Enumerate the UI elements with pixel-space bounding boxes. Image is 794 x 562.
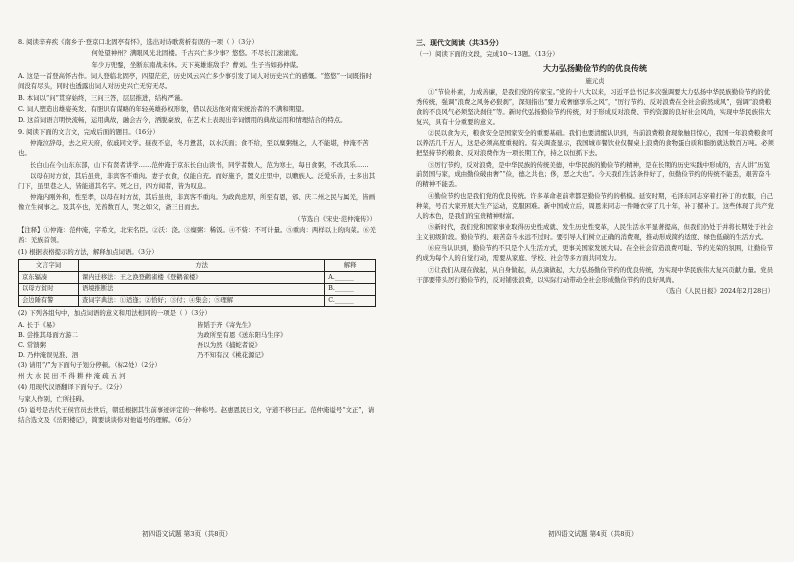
option-b: B. 本词以“问”贯穿始终，三问三答，层层推进，结构严谨。 <box>18 93 187 102</box>
table-cell: 课内迁移法：王之涣登鹳雀楼《登鹳雀楼》 <box>78 272 324 284</box>
right-column <box>416 38 774 299</box>
table-row <box>19 272 376 284</box>
sub-question-4-sentence: 与家人作别，亡所挂碍。 <box>18 394 89 403</box>
option-item: B. 尝推其母面方游二 <box>18 330 78 339</box>
option-item: 皆韬于齐《寄先生》 <box>197 320 255 329</box>
table-header-row <box>19 260 376 272</box>
footer-page-4: 初四语文试题 第4页（共8页） <box>548 530 638 538</box>
poem-line-1: 何处望神州？满眼风光北固楼。千古兴亡多少事？悠悠。不尽长江滚滚流。 <box>91 49 303 58</box>
question-9: 9. 阅读下面的文言文，完成后面的题目。（16分） <box>18 127 159 136</box>
sub-question-2-options <box>18 321 376 361</box>
article-para: ①“节俭朴素，力成善廉，是我们党的传家宝。”党的十八大以来，习近平总书记多次强调要大力弘扬中华民族勤俭节约的优秀传统，强调“浪费之风务必狠刹”，深刻指出“要力戒奢靡享乐之风”，“厉行节约、反对浪费在全社会蔚然成风”，强调“浪费粮食的不良风气必须坚决刹住”等。新时代弘扬勤俭节约传统，对于形成反对浪费、节约资源的良好社会风尚，实现中华民族伟大复兴，具有十分重要的意义。 <box>416 88 772 126</box>
article-source: （选自《人民日报》2024年2月28日） <box>662 287 774 296</box>
sub-question-1: (1) 根据表格提示的方法，解释加点词语。（3分） <box>18 247 158 256</box>
passage-citation: （节选自《宋史·范仲淹传》） <box>294 214 376 223</box>
article-para: ③厉行节约，反对浪费，是中华民族的传统美德，中华民族的勤俭节约精神，是在长期的历史实践中形成的，古人讲“历览前贤国与家，成由勤俭破由奢”“俭，德之共也；侈，恶之大也”。今天我们生活条件好了，但勤俭节约的传统不能丢，艰苦奋斗的精神不能丢。 <box>416 160 771 189</box>
passage-para-2: 长白山在今山东东部，山下有贤者讲学……范仲淹于京东长白山读书，同学者数人，范为寒士，每日食粥，不改其乐…… <box>30 160 369 169</box>
article-author: 施元贞 <box>585 76 605 85</box>
sub-question-5: (5) 谥号是古代王侯官员去世后，朝廷根据其生前事迹评定的一种称号。赵惠恩民日文，守道不移曰正。范仲淹谥号“文正”，请结合选文及《岳阳楼记》，简要谈谈你对他谥号的理解。（6分） <box>18 406 375 425</box>
sub-question-4: (4) 用现代汉语翻译下面句子。（2分） <box>18 383 126 392</box>
table-row <box>19 283 376 295</box>
table-cell: 京东辐凑 <box>19 272 79 284</box>
passage-para-4: 仲淹内刚外和，性至孝，以母在时方贫，其后虽贵，非宾客不重肉。为政尚忠厚，所至有恩，邠、庆二州之民与属羌，皆画像立生祠事之。及其卒也，羌酋数百人，哭之如父，斋三日而去。 <box>18 193 376 212</box>
option-item: A. 长于《易》 <box>18 320 59 329</box>
answer-blank: B.______ <box>325 283 376 295</box>
option-item: D. 乃仲淹误见淮、泗 <box>18 350 79 359</box>
table-row <box>19 295 376 307</box>
option-item: C. 常馈粥 <box>18 340 46 349</box>
sub-question-2: (2) 下列各组句中，加点词语的意义和用法相同的一项是（ ）（3分） <box>18 309 211 318</box>
option-item: 乃不知有汉《桃花源记》 <box>197 350 268 359</box>
passage-para-3: 以母在时方贫，其后虽贵，非宾客不重肉。妻子衣食，仅能自充。而好施予，置义庄里中，以赡族人。泛爱乐善，士多出其门下，虽里巷之人，皆能道其名字。死之日，四方闻者，皆为叹息。 <box>18 172 376 190</box>
article-title: 大力弘扬勤俭节约的优良传统 <box>543 63 647 74</box>
passage-para-1: 仲淹泣辞母，去之应天府，依戚同文学。昼夜不息，冬月惫甚，以水沃面；食不给，至以糜粥继之，人不能堪，仲淹不苦也。 <box>18 139 369 158</box>
sub-question-3: (3) 请用“/”为下面句子划分停顿。（标2处）（2分） <box>18 360 161 369</box>
article-para: ⑤新时代，我们党和国家事业取得历史性成就、发生历史性变革，人民生活水平显著提高，但我们仍处于并将长期处于社会主义初级阶段。勤俭节约、艰苦奋斗永远不过时。要引导人们树立正确的消费观，推动形成简约适度、绿色低碳的生活方式。 <box>416 223 774 241</box>
left-column <box>18 38 376 428</box>
answer-blank: C.______ <box>325 295 376 307</box>
table-header: 文言字词 <box>19 260 79 272</box>
section-3-heading: 三、现代文阅读（共35分） <box>416 38 503 47</box>
question-8: 8. 阅读辛弃疾《南乡子·登京口北固亭有怀》，选出对诗歌赏析有误的一项（ ）（3分） <box>18 38 258 46</box>
option-d: D. 这首词语言明快流畅，运用典故，融会古今，洒脱豪放，在艺术上表现出辛词惯用的典故运用和情理结合的特点。 <box>18 116 347 125</box>
article-para: ⑦让我们从现在做起，从自身做起，从点滴做起，大力弘扬勤俭节约的优良传统，为实现中华民族伟大复兴贡献力量。党员干部要带头厉行勤俭节约，反对铺张浪费，以实际行动带动全社会形成勤俭节约的良好风尚。 <box>416 265 774 284</box>
answer-blank: A.______ <box>325 272 376 284</box>
section-a-heading: （一）阅读下面的文段，完成10～13题。（13分） <box>416 50 559 59</box>
sub-question-3-sentence: 州 大 水 民 田 不 得 耕 仲 淹 疏 五 河 <box>18 371 126 380</box>
option-item: 吾以为然《捕蛇者说》 <box>197 340 261 349</box>
table-cell: 会边陲有警 <box>19 295 79 307</box>
table-header: 解释 <box>325 260 376 272</box>
table-cell: 语境推断法 <box>78 283 324 295</box>
table-cell: 以母方贫时 <box>19 283 79 295</box>
notes: 【注释】①仲淹：范仲淹，字希文，北宋名臣。②沃：浇。③糜粥：稀饭。④不赀：不可计量。⑤重肉：两样以上的肉菜。⑥羌酋：羌族首领。 <box>18 226 376 245</box>
option-a: A. 这是一首登高怀古作。词人登临北固亭，四望茫茫，历史风云兴亡多少事引发了词人对历史兴亡的感慨。“悠悠”一词既指时间没有尽头，同时也透露出词人对历史兴亡无穷无尽。 <box>18 72 372 91</box>
footer-page-3: 初四语文试题 第3页（共8页） <box>142 530 232 538</box>
table-header: 方法 <box>78 260 324 272</box>
option-c: C. 词人塑造出雄姿英发、有胆识有谋略的年轻英雄孙权形象，借以表达他对南宋统治者的不满和期望。 <box>18 105 308 114</box>
table-cell: 查词字典法：①适逢；②恰好；③付；④集会；⑤理解 <box>78 295 324 307</box>
poem-line-2: 年少万兜鍪，坐断东南战未休。天下英雄谁敌手？曹刘。生子当如孙仲谋。 <box>91 60 303 69</box>
article-para: ⑥应当认识到，勤俭节约不只是个人生活方式，更事关国家发展大局。在全社会营造浪费可耻、节约光荣的氛围，让勤俭节约成为每个人的自觉行动，需要从家庭、学校、社会等多方面共同发力。 <box>416 244 774 263</box>
option-item: 为政所至有恩《送东阳马生序》 <box>197 330 287 339</box>
article-para: ②民以食为天，粮食安全是国家安全的重要基础。我们也要清醒认识到，当前浪费粮食现象触目惊心，我国一年浪费粮食可以养活几千万人，这是必须高度重视的。有关调查显示，我国城市餐饮业仅餐桌上浪费的食物蛋白质和脂肪就达数百万吨。必须把坚持节约粮食、反对浪费作为一项长期工作，持之以恒抓下去。 <box>416 129 774 158</box>
vocab-table <box>18 259 376 307</box>
article-para: ④勤俭节约也是我们党的优良传统。许多革命老前辈都是勤俭节约的楷模。延安时期，毛泽东同志穿着打补丁的衣服，自己种菜，号召大家开展大生产运动，克服困难。新中国成立后，周恩来同志一件睡衣穿了几十年，补丁摞补丁。这些体现了共产党人的本色，是我们的宝贵精神财富。 <box>416 191 774 220</box>
